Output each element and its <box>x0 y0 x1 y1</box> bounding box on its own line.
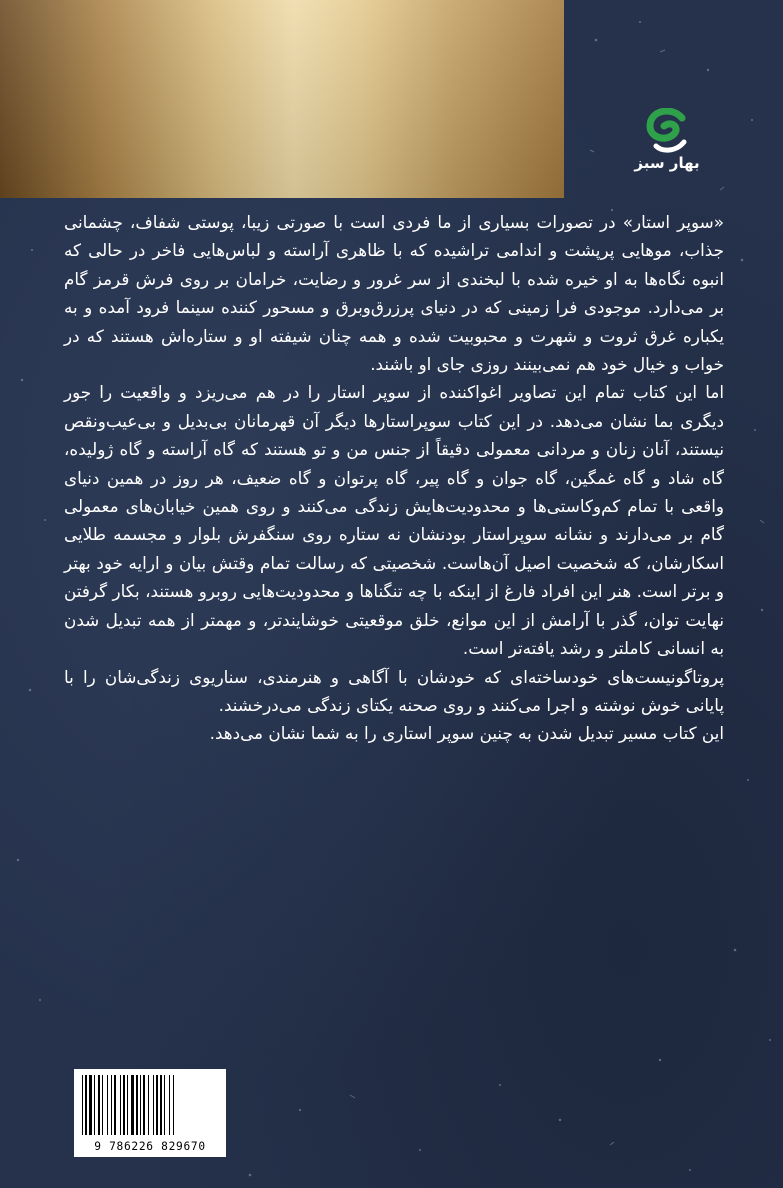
gold-gradient-panel <box>0 0 564 198</box>
description-paragraph-2: اما این کتاب تمام این تصاویر اغواکننده از سوپر استار را در هم می‌ریزد و واقعیت را جور دیگری بما نشان می‌دهد. در این کتاب سوپراستارها دیگر آن قهرمانان بی‌بدیل و بی‌عیب‌ونقص نیستند، آنان زنان و مردانی معمولی دقیقاً از جنس من و تو هستند که گاه آراسته و گاه ژولیده، گاه شاد و گاه غمگین، گاه جوان و گاه پیر، گاه پرتوان و گاه ضعیف، هر روز در همین دنیای واقعی با تمام کم‌وکاستی‌ها و محدودیت‌هایش زندگی می‌کنند و روی همین خیابان‌های معمولی گام بر می‌دارند و نشانه سوپراستار بودنشان نه ستاره روی سنگفرش بلوار و مجسمه طلایی اسکارشان، که شخصیت اصیل آن‌هاست. شخصیتی که رسالت تمام وقتش بیان و ارایه خود بهتر و برتر است. هنر این افراد فارغ از اینکه با چه تنگناها و محدودیت‌هایی روبرو هستند، بکار گرفتن نهایت توان، گذر با آرامش از این موانع، خلق موقعیتی خوشایندتر، و مهمتر از همه تبدیل شدن به انسانی کاملتر و رشد یافته‌تر است. <box>64 382 724 659</box>
description-paragraph-3: پروتاگونیست‌های خودساخته‌ای که خودشان با آگاهی و هنرمندی، سناریوی زندگی‌شان را با پایانی خوش نوشته و اجرا می‌کنند و روی صحنه یکتای زندگی می‌درخشند. <box>64 666 724 715</box>
publisher-name: بهار سبز <box>634 154 700 172</box>
description-paragraph-1: «سوپر استار» در تصورات بسیاری از ما فردی است با صورتی زیبا، پوستی شفاف، چشمانی جذاب، موهایی پرپشت و اندامی تراشیده که با ظاهری آراسته و لباس‌هایی فاخر در حالی که انبوه نگاه‌ها به او خیره شده با لبخندی از سر غرور و رضایت، خرامان بر روی فرش قرمز گام بر می‌دارد. موجودی فرا زمینی که در دنیای پرزرق‌وبرق و مسحور کننده سینما فرود آمده و به یکباره غرق ثروت و شهرت و محبوبیت شده و همه چنان شیفته او و ستاره‌اش هستند که در خواب و خیال خود هم نمی‌بینند روزی جای او باشند. <box>64 212 724 375</box>
barcode-bars <box>78 1073 222 1139</box>
isbn-barcode <box>74 1069 226 1157</box>
description-paragraph-4: این کتاب مسیر تبدیل شدن به چنین سوپر استاری را به شما نشان می‌دهد. <box>209 723 724 744</box>
publisher-swirl-logo <box>642 108 692 154</box>
isbn-number: 9 786226 829670 <box>78 1140 222 1153</box>
publisher-logo <box>634 108 700 180</box>
book-description <box>64 208 724 748</box>
